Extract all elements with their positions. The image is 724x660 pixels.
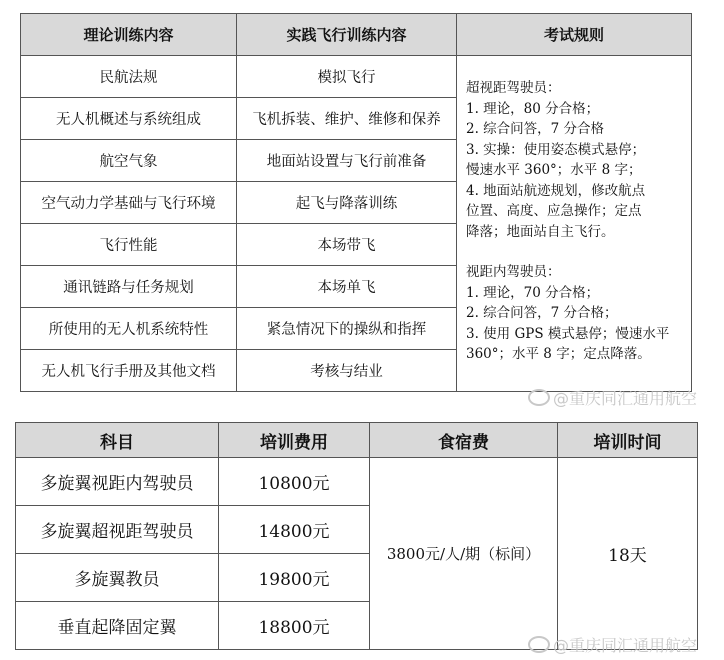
subject-cell: 多旋翼视距内驾驶员 [16, 458, 219, 506]
practice-cell: 起飞与降落训练 [237, 182, 457, 224]
weibo-icon [528, 389, 550, 406]
rule-line: 360°；水平 8 字；定点降落。 [466, 346, 651, 362]
subject-cell: 多旋翼教员 [16, 554, 219, 602]
header-duration: 培训时间 [558, 423, 698, 458]
fee-cell: 14800元 [219, 506, 370, 554]
theory-cell: 民航法规 [21, 56, 237, 98]
theory-cell: 无人机概述与系统组成 [21, 98, 237, 140]
rule-line: 3. 实操：使用姿态模式悬停； [466, 141, 646, 158]
theory-cell: 所使用的无人机系统特性 [21, 308, 237, 350]
rule-line: 1. 理论，80 分合格； [466, 100, 600, 117]
rule-line: 位置、高度、应急操作；定点 [466, 203, 642, 219]
header-practice: 实践飞行训练内容 [237, 14, 457, 56]
watermark: @重庆同汇通用航空 [528, 633, 697, 656]
header-fee: 培训费用 [219, 423, 370, 458]
exam-rules-cell [457, 56, 692, 392]
fee-cell: 19800元 [219, 554, 370, 602]
header-lodging: 食宿费 [370, 423, 558, 458]
rule-line: 4. 地面站航迹规划，修改航点 [466, 182, 646, 199]
training-table-header-row [21, 14, 692, 56]
fee-cell: 10800元 [219, 458, 370, 506]
table-row [21, 56, 692, 98]
theory-cell: 空气动力学基础与飞行环境 [21, 182, 237, 224]
watermark: @重庆同汇通用航空 [528, 386, 697, 409]
header-exam-rules: 考试规则 [457, 14, 692, 56]
weibo-icon [528, 636, 550, 653]
fee-table [15, 422, 698, 650]
duration-cell: 18天 [558, 458, 698, 650]
rule-line: 3. 使用 GPS 模式悬停；慢速水平 [466, 325, 670, 342]
lodging-cell: 3800元/人/期（标间） [370, 458, 558, 650]
theory-cell: 航空气象 [21, 140, 237, 182]
rule-line: 慢速水平 360°；水平 8 字； [466, 162, 642, 178]
fee-table-header-row [16, 423, 698, 458]
training-content-table [20, 13, 692, 392]
practice-cell: 地面站设置与飞行前准备 [237, 140, 457, 182]
theory-cell: 通讯链路与任务规划 [21, 266, 237, 308]
theory-cell: 飞行性能 [21, 224, 237, 266]
rule-line: 2. 综合问答，7 分合格 [466, 121, 605, 137]
practice-cell: 模拟飞行 [237, 56, 457, 98]
practice-cell: 本场单飞 [237, 266, 457, 308]
bvlos-title: 超视距驾驶员： [466, 80, 561, 96]
vlos-rules [466, 262, 689, 365]
practice-cell: 飞机拆装、维护、维修和保养 [237, 98, 457, 140]
rule-line: 2. 综合问答，7 分合格； [466, 305, 618, 321]
rule-line: 降落；地面站自主飞行。 [466, 223, 615, 240]
practice-cell: 本场带飞 [237, 224, 457, 266]
rule-line: 1. 理论，70 分合格； [466, 284, 600, 301]
fee-cell: 18800元 [219, 602, 370, 650]
header-theory: 理论训练内容 [21, 14, 237, 56]
table-row [16, 458, 698, 506]
theory-cell: 无人机飞行手册及其他文档 [21, 350, 237, 392]
subject-cell: 垂直起降固定翼 [16, 602, 219, 650]
subject-cell: 多旋翼超视距驾驶员 [16, 506, 219, 554]
vlos-title: 视距内驾驶员： [466, 264, 561, 280]
header-subject: 科目 [16, 423, 219, 458]
practice-cell: 紧急情况下的操纵和指挥 [237, 308, 457, 350]
practice-cell: 考核与结业 [237, 350, 457, 392]
bvlos-rules [466, 78, 689, 242]
